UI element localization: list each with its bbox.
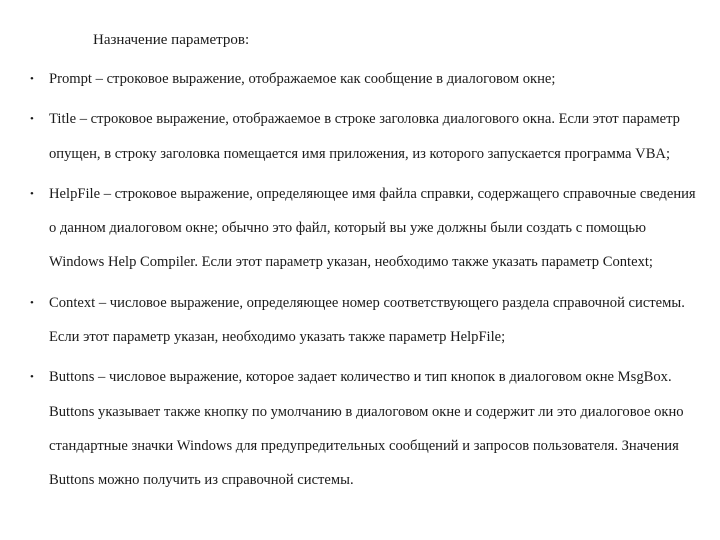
bullet-icon: • [30, 187, 34, 200]
bullet-icon: • [30, 73, 34, 85]
list-item-context [0, 286, 720, 355]
parameter-list [0, 62, 720, 504]
bullet-icon: • [30, 113, 34, 126]
list-item-helpfile [0, 177, 720, 280]
list-item-title [0, 102, 720, 171]
list-item-buttons [0, 360, 720, 497]
bullet-icon: • [30, 296, 34, 309]
list-item-text: Prompt – строковое выражение, отображаемое как сообщение в диалоговом окне; [49, 71, 556, 87]
section-heading: Назначение параметров: [93, 32, 250, 48]
bullet-icon: • [30, 371, 34, 384]
list-item-text: Buttons – числовое выражение, которое задает количество и тип кнопок в диалоговом окне MsgBox. Buttons указывает также кнопку по умолчанию в диалоговом окне и содержит ли это диалоговое окно стандартные значки Windows для предупредительных сообщений и запросов пользователя. Значения Buttons можно получить из справочной системы. [49, 369, 684, 489]
list-item-text: Title – строковое выражение, отображаемое в строке заголовка диалогового окна. Если этот параметр опущен, в строку заголовка помещается имя приложения, из которого запускается программа VBA; [49, 111, 680, 162]
list-item-prompt [0, 62, 720, 96]
list-item-text: HelpFile – строковое выражение, определяющее имя файла справки, содержащего справочные сведения о данном диалоговом окне; обычно это файл, который вы уже должны были создать с помощью Windows Help Compiler. Если этот параметр указан, необходимо также указать параметр Context; [49, 185, 696, 271]
list-item-text: Context – числовое выражение, определяющее номер соответствующего раздела справочной системы. Если этот параметр указан, необходимо указать также параметр HelpFile; [49, 294, 685, 346]
